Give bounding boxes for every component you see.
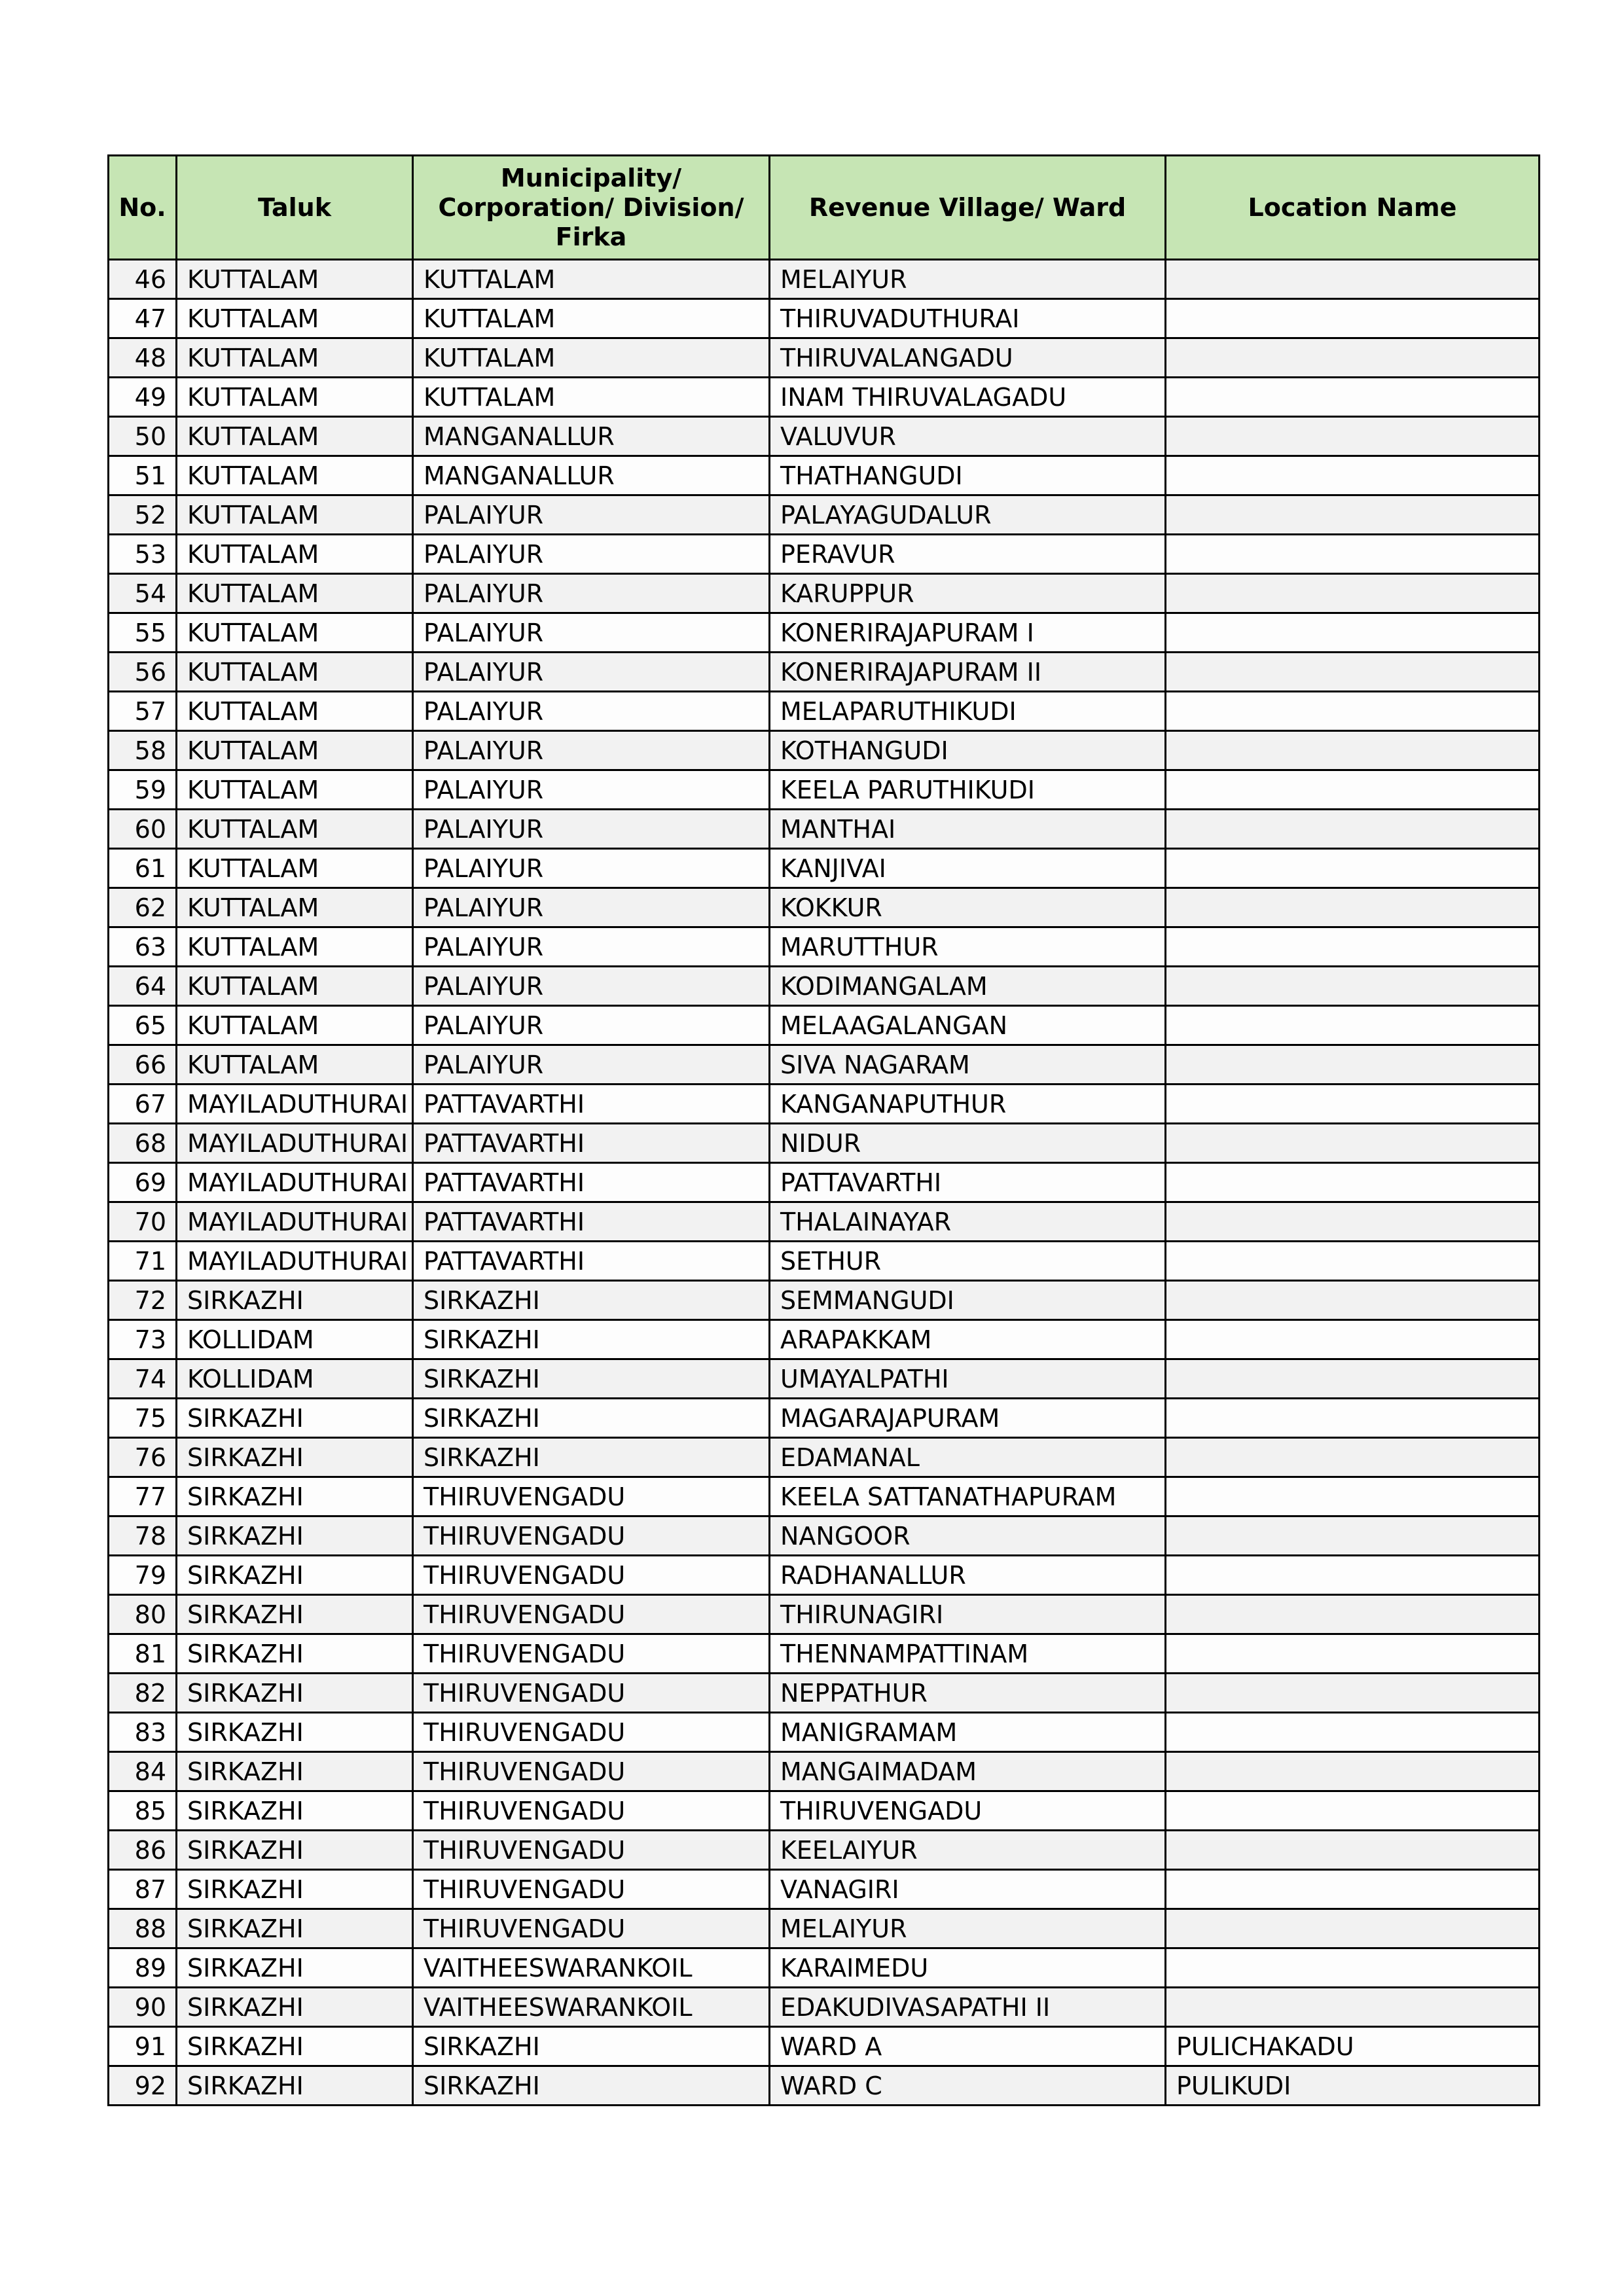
table-row: [109, 495, 1540, 535]
cell-revenue-village: ARAPAKKAM: [770, 1320, 1166, 1359]
cell-municipality: THIRUVENGADU: [413, 1477, 770, 1516]
cell-location-name: [1166, 1320, 1540, 1359]
cell-municipality: KUTTALAM: [413, 338, 770, 378]
cell-no: 87: [109, 1870, 177, 1909]
cell-municipality: VAITHEESWARANKOIL: [413, 1948, 770, 1988]
cell-revenue-village: THENNAMPATTINAM: [770, 1634, 1166, 1674]
cell-revenue-village: KODIMANGALAM: [770, 967, 1166, 1006]
cell-revenue-village: MELAIYUR: [770, 1909, 1166, 1948]
table-header: [109, 156, 1540, 260]
cell-taluk: KUTTALAM: [177, 810, 413, 849]
cell-no: 91: [109, 2027, 177, 2066]
cell-municipality: SIRKAZHI: [413, 1359, 770, 1399]
cell-revenue-village: SEMMANGUDI: [770, 1281, 1166, 1320]
cell-location-name: [1166, 417, 1540, 456]
cell-municipality: PATTAVARTHI: [413, 1242, 770, 1281]
cell-taluk: SIRKAZHI: [177, 2066, 413, 2106]
cell-revenue-village: THIRUVALANGADU: [770, 338, 1166, 378]
cell-no: 49: [109, 378, 177, 417]
cell-location-name: [1166, 692, 1540, 731]
cell-taluk: SIRKAZHI: [177, 1477, 413, 1516]
cell-taluk: KUTTALAM: [177, 574, 413, 613]
cell-location-name: [1166, 967, 1540, 1006]
cell-no: 75: [109, 1399, 177, 1438]
cell-revenue-village: MANGAIMADAM: [770, 1752, 1166, 1791]
cell-no: 83: [109, 1713, 177, 1752]
cell-municipality: KUTTALAM: [413, 299, 770, 338]
table-row: [109, 1359, 1540, 1399]
table-row: [109, 2066, 1540, 2106]
cell-no: 50: [109, 417, 177, 456]
cell-municipality: PALAIYUR: [413, 967, 770, 1006]
table-row: [109, 1163, 1540, 1202]
cell-no: 77: [109, 1477, 177, 1516]
cell-municipality: PALAIYUR: [413, 810, 770, 849]
table-row: [109, 810, 1540, 849]
cell-taluk: KUTTALAM: [177, 338, 413, 378]
cell-revenue-village: THIRUVADUTHURAI: [770, 299, 1166, 338]
table-row: [109, 653, 1540, 692]
cell-revenue-village: THALAINAYAR: [770, 1202, 1166, 1242]
cell-no: 55: [109, 613, 177, 653]
cell-municipality: PALAIYUR: [413, 849, 770, 888]
cell-municipality: PATTAVARTHI: [413, 1163, 770, 1202]
cell-taluk: MAYILADUTHURAI: [177, 1242, 413, 1281]
cell-taluk: SIRKAZHI: [177, 1399, 413, 1438]
cell-municipality: MANGANALLUR: [413, 456, 770, 495]
cell-revenue-village: KEELAIYUR: [770, 1831, 1166, 1870]
cell-location-name: [1166, 1438, 1540, 1477]
cell-location-name: [1166, 378, 1540, 417]
table-row: [109, 1674, 1540, 1713]
cell-taluk: MAYILADUTHURAI: [177, 1085, 413, 1124]
cell-municipality: SIRKAZHI: [413, 1281, 770, 1320]
cell-taluk: SIRKAZHI: [177, 1556, 413, 1595]
cell-location-name: [1166, 1634, 1540, 1674]
cell-taluk: KUTTALAM: [177, 1045, 413, 1085]
cell-revenue-village: WARD C: [770, 2066, 1166, 2106]
cell-municipality: THIRUVENGADU: [413, 1831, 770, 1870]
cell-revenue-village: MANIGRAMAM: [770, 1713, 1166, 1752]
cell-taluk: SIRKAZHI: [177, 1634, 413, 1674]
cell-municipality: THIRUVENGADU: [413, 1752, 770, 1791]
cell-revenue-village: EDAKUDIVASAPATHI II: [770, 1988, 1166, 2027]
table-row: [109, 1202, 1540, 1242]
table-row: [109, 1438, 1540, 1477]
cell-taluk: KUTTALAM: [177, 299, 413, 338]
table-row: [109, 260, 1540, 299]
cell-location-name: [1166, 535, 1540, 574]
table-row: [109, 338, 1540, 378]
cell-no: 59: [109, 770, 177, 810]
cell-no: 74: [109, 1359, 177, 1399]
cell-no: 86: [109, 1831, 177, 1870]
cell-revenue-village: VANAGIRI: [770, 1870, 1166, 1909]
cell-municipality: KUTTALAM: [413, 378, 770, 417]
cell-revenue-village: RADHANALLUR: [770, 1556, 1166, 1595]
table-row: [109, 1988, 1540, 2027]
table-row: [109, 456, 1540, 495]
cell-municipality: PALAIYUR: [413, 888, 770, 927]
cell-no: 66: [109, 1045, 177, 1085]
cell-revenue-village: PERAVUR: [770, 535, 1166, 574]
cell-revenue-village: MELAAGALANGAN: [770, 1006, 1166, 1045]
cell-taluk: SIRKAZHI: [177, 1438, 413, 1477]
cell-revenue-village: NANGOOR: [770, 1516, 1166, 1556]
cell-taluk: MAYILADUTHURAI: [177, 1124, 413, 1163]
cell-revenue-village: PATTAVARTHI: [770, 1163, 1166, 1202]
header-revenue-village: Revenue Village/ Ward: [770, 156, 1166, 260]
cell-municipality: PALAIYUR: [413, 574, 770, 613]
cell-location-name: [1166, 1359, 1540, 1399]
cell-no: 72: [109, 1281, 177, 1320]
cell-no: 92: [109, 2066, 177, 2106]
table-row: [109, 1713, 1540, 1752]
cell-taluk: SIRKAZHI: [177, 1516, 413, 1556]
cell-location-name: [1166, 1556, 1540, 1595]
table-row: [109, 535, 1540, 574]
cell-municipality: PALAIYUR: [413, 770, 770, 810]
cell-no: 73: [109, 1320, 177, 1359]
cell-location-name: [1166, 1948, 1540, 1988]
cell-location-name: [1166, 299, 1540, 338]
cell-location-name: [1166, 1595, 1540, 1634]
cell-taluk: KUTTALAM: [177, 378, 413, 417]
table-row: [109, 888, 1540, 927]
cell-taluk: SIRKAZHI: [177, 1870, 413, 1909]
cell-location-name: PULICHAKADU: [1166, 2027, 1540, 2066]
cell-no: 79: [109, 1556, 177, 1595]
cell-revenue-village: KONERIRAJAPURAM II: [770, 653, 1166, 692]
cell-location-name: [1166, 653, 1540, 692]
cell-location-name: [1166, 888, 1540, 927]
cell-location-name: [1166, 1713, 1540, 1752]
cell-no: 56: [109, 653, 177, 692]
cell-taluk: KOLLIDAM: [177, 1359, 413, 1399]
cell-no: 69: [109, 1163, 177, 1202]
table-row: [109, 1791, 1540, 1831]
cell-location-name: [1166, 1242, 1540, 1281]
cell-taluk: KUTTALAM: [177, 849, 413, 888]
cell-no: 84: [109, 1752, 177, 1791]
cell-revenue-village: THIRUNAGIRI: [770, 1595, 1166, 1634]
cell-no: 76: [109, 1438, 177, 1477]
cell-taluk: KUTTALAM: [177, 927, 413, 967]
cell-taluk: MAYILADUTHURAI: [177, 1202, 413, 1242]
cell-no: 90: [109, 1988, 177, 2027]
cell-municipality: PALAIYUR: [413, 495, 770, 535]
cell-revenue-village: NEPPATHUR: [770, 1674, 1166, 1713]
table-row: [109, 1399, 1540, 1438]
cell-taluk: SIRKAZHI: [177, 1791, 413, 1831]
cell-revenue-village: PALAYAGUDALUR: [770, 495, 1166, 535]
cell-municipality: SIRKAZHI: [413, 1438, 770, 1477]
table-row: [109, 1831, 1540, 1870]
table-row: [109, 1556, 1540, 1595]
cell-no: 70: [109, 1202, 177, 1242]
cell-taluk: KUTTALAM: [177, 888, 413, 927]
cell-location-name: [1166, 1163, 1540, 1202]
cell-revenue-village: KONERIRAJAPURAM I: [770, 613, 1166, 653]
cell-taluk: KUTTALAM: [177, 653, 413, 692]
cell-location-name: [1166, 338, 1540, 378]
cell-municipality: MANGANALLUR: [413, 417, 770, 456]
table-row: [109, 613, 1540, 653]
cell-location-name: [1166, 1124, 1540, 1163]
cell-location-name: [1166, 1281, 1540, 1320]
cell-municipality: PALAIYUR: [413, 692, 770, 731]
table-row: [109, 692, 1540, 731]
cell-taluk: KUTTALAM: [177, 456, 413, 495]
cell-revenue-village: MANTHAI: [770, 810, 1166, 849]
cell-no: 81: [109, 1634, 177, 1674]
cell-location-name: [1166, 1085, 1540, 1124]
cell-no: 71: [109, 1242, 177, 1281]
cell-no: 53: [109, 535, 177, 574]
header-row: [109, 156, 1540, 260]
cell-municipality: SIRKAZHI: [413, 2066, 770, 2106]
cell-taluk: SIRKAZHI: [177, 1752, 413, 1791]
cell-municipality: THIRUVENGADU: [413, 1713, 770, 1752]
cell-revenue-village: UMAYALPATHI: [770, 1359, 1166, 1399]
cell-location-name: [1166, 770, 1540, 810]
cell-municipality: THIRUVENGADU: [413, 1516, 770, 1556]
cell-revenue-village: KANJIVAI: [770, 849, 1166, 888]
cell-no: 48: [109, 338, 177, 378]
cell-municipality: PALAIYUR: [413, 731, 770, 770]
cell-revenue-village: KARUPPUR: [770, 574, 1166, 613]
cell-no: 62: [109, 888, 177, 927]
cell-no: 52: [109, 495, 177, 535]
cell-municipality: THIRUVENGADU: [413, 1556, 770, 1595]
cell-no: 65: [109, 1006, 177, 1045]
cell-no: 67: [109, 1085, 177, 1124]
cell-revenue-village: MELAPARUTHIKUDI: [770, 692, 1166, 731]
cell-municipality: PALAIYUR: [413, 535, 770, 574]
cell-municipality: SIRKAZHI: [413, 2027, 770, 2066]
cell-municipality: PATTAVARTHI: [413, 1202, 770, 1242]
cell-location-name: [1166, 1674, 1540, 1713]
table-row: [109, 574, 1540, 613]
cell-municipality: THIRUVENGADU: [413, 1674, 770, 1713]
cell-taluk: SIRKAZHI: [177, 2027, 413, 2066]
cell-location-name: [1166, 613, 1540, 653]
cell-taluk: KOLLIDAM: [177, 1320, 413, 1359]
cell-location-name: [1166, 1752, 1540, 1791]
table-row: [109, 1634, 1540, 1674]
table-row: [109, 1516, 1540, 1556]
cell-no: 82: [109, 1674, 177, 1713]
table-row: [109, 1477, 1540, 1516]
cell-municipality: THIRUVENGADU: [413, 1595, 770, 1634]
cell-location-name: [1166, 1870, 1540, 1909]
cell-revenue-village: THIRUVENGADU: [770, 1791, 1166, 1831]
table-row: [109, 1909, 1540, 1948]
cell-revenue-village: SIVA NAGARAM: [770, 1045, 1166, 1085]
cell-no: 60: [109, 810, 177, 849]
cell-revenue-village: MARUTTHUR: [770, 927, 1166, 967]
cell-taluk: KUTTALAM: [177, 731, 413, 770]
cell-revenue-village: KOKKUR: [770, 888, 1166, 927]
table-row: [109, 1595, 1540, 1634]
cell-location-name: [1166, 574, 1540, 613]
cell-revenue-village: KANGANAPUTHUR: [770, 1085, 1166, 1124]
table-row: [109, 1124, 1540, 1163]
cell-taluk: SIRKAZHI: [177, 1831, 413, 1870]
cell-municipality: PATTAVARTHI: [413, 1124, 770, 1163]
cell-revenue-village: VALUVUR: [770, 417, 1166, 456]
cell-municipality: SIRKAZHI: [413, 1320, 770, 1359]
cell-location-name: PULIKUDI: [1166, 2066, 1540, 2106]
cell-revenue-village: INAM THIRUVALAGADU: [770, 378, 1166, 417]
cell-no: 89: [109, 1948, 177, 1988]
table-row: [109, 1752, 1540, 1791]
cell-taluk: MAYILADUTHURAI: [177, 1163, 413, 1202]
table-row: [109, 927, 1540, 967]
cell-taluk: SIRKAZHI: [177, 1909, 413, 1948]
cell-location-name: [1166, 260, 1540, 299]
table-row: [109, 1085, 1540, 1124]
cell-municipality: PALAIYUR: [413, 653, 770, 692]
cell-location-name: [1166, 1516, 1540, 1556]
cell-taluk: SIRKAZHI: [177, 1713, 413, 1752]
cell-location-name: [1166, 1791, 1540, 1831]
header-no: No.: [109, 156, 177, 260]
cell-no: 46: [109, 260, 177, 299]
cell-location-name: [1166, 1988, 1540, 2027]
cell-taluk: KUTTALAM: [177, 417, 413, 456]
cell-municipality: PALAIYUR: [413, 613, 770, 653]
cell-municipality: SIRKAZHI: [413, 1399, 770, 1438]
cell-no: 88: [109, 1909, 177, 1948]
table-row: [109, 967, 1540, 1006]
cell-taluk: KUTTALAM: [177, 1006, 413, 1045]
cell-revenue-village: WARD A: [770, 2027, 1166, 2066]
cell-no: 68: [109, 1124, 177, 1163]
cell-taluk: KUTTALAM: [177, 770, 413, 810]
cell-revenue-village: KARAIMEDU: [770, 1948, 1166, 1988]
cell-no: 54: [109, 574, 177, 613]
cell-no: 58: [109, 731, 177, 770]
table-row: [109, 1242, 1540, 1281]
table-row: [109, 1320, 1540, 1359]
table-row: [109, 1870, 1540, 1909]
cell-revenue-village: KOTHANGUDI: [770, 731, 1166, 770]
cell-location-name: [1166, 1006, 1540, 1045]
location-table: [107, 154, 1540, 2106]
cell-no: 63: [109, 927, 177, 967]
table-row: [109, 378, 1540, 417]
cell-taluk: SIRKAZHI: [177, 1948, 413, 1988]
cell-municipality: PALAIYUR: [413, 1045, 770, 1085]
cell-location-name: [1166, 1399, 1540, 1438]
table-row: [109, 299, 1540, 338]
table-row: [109, 1045, 1540, 1085]
cell-no: 85: [109, 1791, 177, 1831]
cell-no: 80: [109, 1595, 177, 1634]
table-row: [109, 770, 1540, 810]
cell-location-name: [1166, 1202, 1540, 1242]
cell-no: 61: [109, 849, 177, 888]
cell-taluk: SIRKAZHI: [177, 1595, 413, 1634]
cell-municipality: KUTTALAM: [413, 260, 770, 299]
cell-taluk: KUTTALAM: [177, 967, 413, 1006]
table-row: [109, 849, 1540, 888]
cell-revenue-village: MAGARAJAPURAM: [770, 1399, 1166, 1438]
cell-taluk: SIRKAZHI: [177, 1281, 413, 1320]
table-body: [109, 260, 1540, 2106]
table-row: [109, 1948, 1540, 1988]
cell-municipality: THIRUVENGADU: [413, 1870, 770, 1909]
cell-revenue-village: KEELA PARUTHIKUDI: [770, 770, 1166, 810]
cell-location-name: [1166, 1831, 1540, 1870]
cell-location-name: [1166, 849, 1540, 888]
cell-location-name: [1166, 1045, 1540, 1085]
cell-municipality: PATTAVARTHI: [413, 1085, 770, 1124]
cell-location-name: [1166, 810, 1540, 849]
table-row: [109, 417, 1540, 456]
cell-taluk: KUTTALAM: [177, 692, 413, 731]
cell-municipality: THIRUVENGADU: [413, 1909, 770, 1948]
table-row: [109, 1006, 1540, 1045]
cell-location-name: [1166, 1909, 1540, 1948]
header-location-name: Location Name: [1166, 156, 1540, 260]
cell-location-name: [1166, 731, 1540, 770]
cell-taluk: KUTTALAM: [177, 613, 413, 653]
cell-municipality: VAITHEESWARANKOIL: [413, 1988, 770, 2027]
cell-municipality: PALAIYUR: [413, 927, 770, 967]
cell-taluk: KUTTALAM: [177, 260, 413, 299]
table-row: [109, 1281, 1540, 1320]
header-municipality: Municipality/ Corporation/ Division/ Firka: [413, 156, 770, 260]
cell-revenue-village: MELAIYUR: [770, 260, 1166, 299]
cell-taluk: KUTTALAM: [177, 495, 413, 535]
cell-no: 78: [109, 1516, 177, 1556]
cell-location-name: [1166, 927, 1540, 967]
cell-municipality: PALAIYUR: [413, 1006, 770, 1045]
cell-taluk: SIRKAZHI: [177, 1988, 413, 2027]
cell-municipality: THIRUVENGADU: [413, 1791, 770, 1831]
cell-location-name: [1166, 1477, 1540, 1516]
cell-no: 64: [109, 967, 177, 1006]
table-row: [109, 731, 1540, 770]
cell-revenue-village: KEELA SATTANATHAPURAM: [770, 1477, 1166, 1516]
cell-revenue-village: EDAMANAL: [770, 1438, 1166, 1477]
cell-taluk: KUTTALAM: [177, 535, 413, 574]
cell-no: 57: [109, 692, 177, 731]
cell-taluk: SIRKAZHI: [177, 1674, 413, 1713]
cell-no: 51: [109, 456, 177, 495]
cell-revenue-village: NIDUR: [770, 1124, 1166, 1163]
cell-revenue-village: SETHUR: [770, 1242, 1166, 1281]
cell-location-name: [1166, 456, 1540, 495]
cell-municipality: THIRUVENGADU: [413, 1634, 770, 1674]
cell-location-name: [1166, 495, 1540, 535]
cell-revenue-village: THATHANGUDI: [770, 456, 1166, 495]
cell-no: 47: [109, 299, 177, 338]
header-taluk: Taluk: [177, 156, 413, 260]
table-row: [109, 2027, 1540, 2066]
